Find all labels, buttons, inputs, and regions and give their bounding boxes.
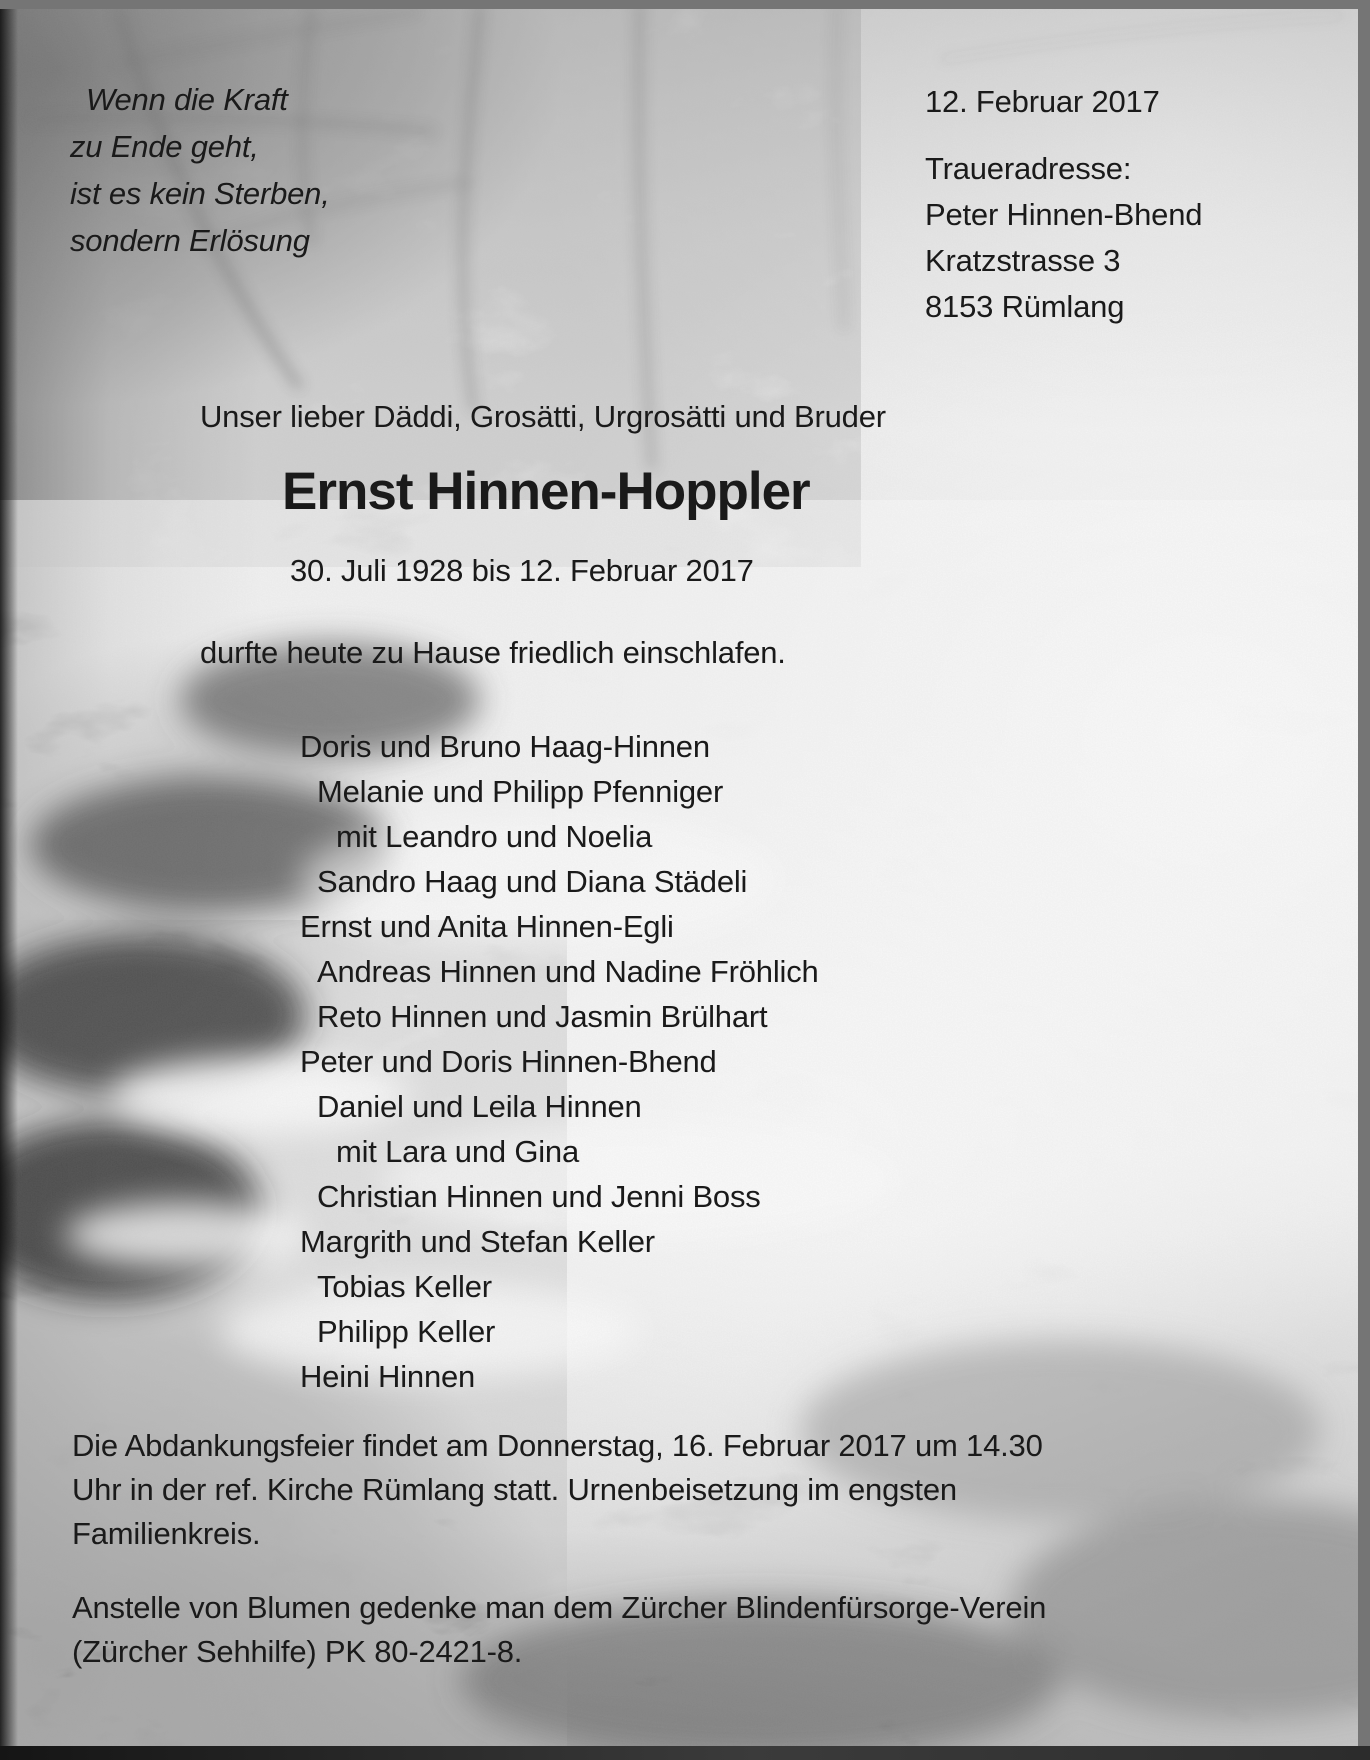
family-member: Melanie und Philipp Pfenniger (317, 774, 724, 809)
frame-right-bar (1358, 0, 1370, 1760)
family-member: Christian Hinnen und Jenni Boss (317, 1179, 761, 1214)
donation-notice (72, 1586, 1046, 1674)
photo-left-dark-edge (0, 0, 18, 1760)
family-member: Reto Hinnen und Jasmin Brülhart (317, 999, 768, 1034)
poem-line: zu Ende geht, (70, 129, 259, 164)
family-member: Daniel und Leila Hinnen (317, 1089, 642, 1124)
family-member: Tobias Keller (317, 1269, 492, 1304)
donation-notice-line: Anstelle von Blumen gedenke man dem Zürcher Blindenfürsorge-Verein (72, 1590, 1047, 1625)
frame-bottom-bar (0, 1746, 1370, 1760)
intro-line: Unser lieber Däddi, Grosätti, Urgrosätti und Bruder (200, 399, 886, 434)
family-member: Ernst und Anita Hinnen-Egli (300, 909, 674, 944)
frame-top-bar (0, 0, 1370, 9)
family-member: Philipp Keller (317, 1314, 496, 1349)
life-dates: 30. Juli 1928 bis 12. Februar 2017 (290, 553, 754, 588)
funeral-notice-line: Die Abdankungsfeier findet am Donnerstag, 16. Februar 2017 um 14.30 (72, 1428, 1043, 1463)
mourning-address-label: Traueradresse: (925, 151, 1132, 186)
family-member: mit Lara und Gina (336, 1134, 580, 1169)
mourning-address-line: Peter Hinnen-Bhend (925, 197, 1203, 232)
family-member: Doris und Bruno Haag-Hinnen (300, 729, 710, 764)
family-member: mit Leandro und Noelia (336, 819, 653, 854)
mourning-address-line: Kratzstrasse 3 (925, 243, 1121, 278)
mourning-address (925, 146, 1202, 330)
death-note: durfte heute zu Hause friedlich einschlafen. (200, 635, 786, 670)
family-list (300, 724, 819, 1399)
family-member: Margrith und Stefan Keller (300, 1224, 655, 1259)
family-member: Heini Hinnen (300, 1359, 476, 1394)
mourning-address-line: 8153 Rümlang (925, 289, 1125, 324)
funeral-notice-line: Uhr in der ref. Kirche Rümlang statt. Urnenbeisetzung im engsten (72, 1472, 957, 1507)
family-member: Sandro Haag und Diana Städeli (317, 864, 748, 899)
donation-notice-line: (Zürcher Sehhilfe) PK 80-2421-8. (72, 1634, 523, 1669)
family-member: Andreas Hinnen und Nadine Fröhlich (317, 954, 819, 989)
poem-line: ist es kein Sterben, (70, 176, 330, 211)
poem-line: Wenn die Kraft (86, 82, 288, 117)
funeral-notice-line: Familienkreis. (72, 1516, 261, 1551)
funeral-notice (72, 1424, 1043, 1556)
memorial-poem (70, 76, 330, 264)
poem-line: sondern Erlösung (70, 223, 310, 258)
family-member: Peter und Doris Hinnen-Bhend (300, 1044, 717, 1079)
deceased-name: Ernst Hinnen-Hoppler (282, 462, 810, 521)
date-of-death: 12. Februar 2017 (925, 84, 1160, 119)
